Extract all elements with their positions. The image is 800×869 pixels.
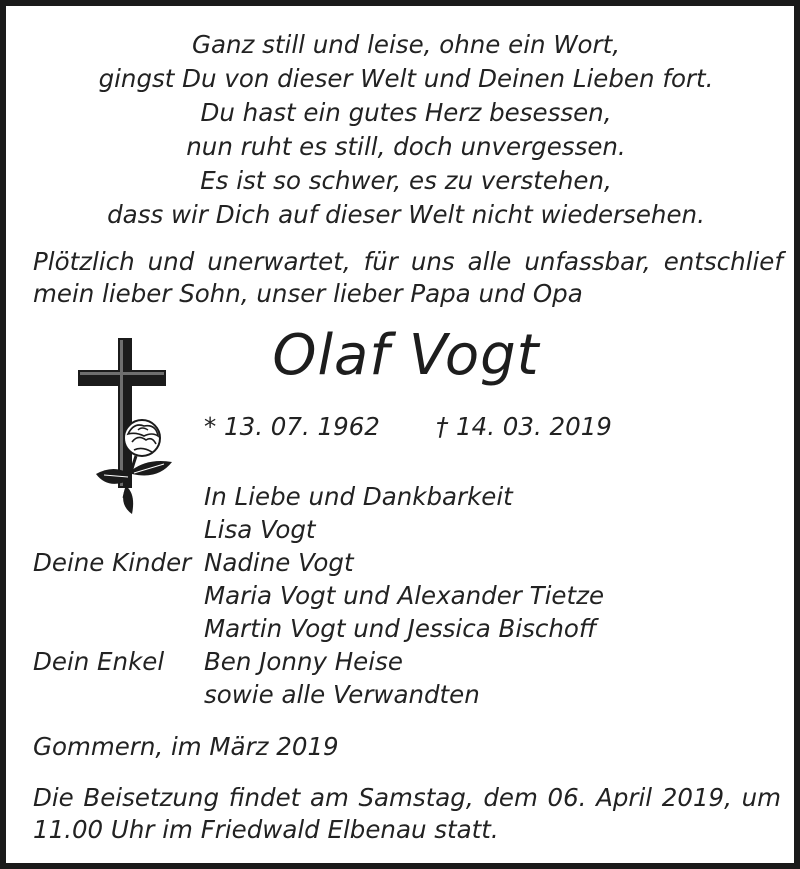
mourner-child: Nadine Vogt [204, 548, 354, 577]
funeral-line: Die Beisetzung findet am Samstag, dem 06. April 2019, um [33, 783, 781, 812]
funeral-line: 11.00 Uhr im Friedwald Elbenau statt. [33, 815, 499, 844]
memorial-poem [6, 28, 800, 232]
death-date: † 14. 03. 2019 [436, 412, 612, 441]
poem-line: Es ist so schwer, es zu verstehen, [200, 166, 612, 195]
mourner-grandchild: Ben Jonny Heise [204, 647, 403, 676]
mourner-child: Martin Vogt und Jessica Bischoff [204, 614, 597, 643]
rose-icon [96, 420, 172, 514]
poem-line: Du hast ein gutes Herz besessen, [200, 98, 612, 127]
poem-line: gingst Du von dieser Welt und Deinen Lieben fort. [98, 64, 714, 93]
poem-line: Ganz still und leise, ohne ein Wort, [191, 30, 621, 59]
deceased-name: Olaf Vogt [272, 323, 540, 388]
funeral-notice [33, 782, 781, 846]
birth-date: * 13. 07. 1962 [204, 412, 380, 441]
place-and-date: Gommern, im März 2019 [33, 732, 339, 761]
mourner-relatives: sowie alle Verwandten [204, 680, 480, 709]
announcement-line: mein lieber Sohn, unser lieber Papa und Opa [33, 279, 583, 308]
mourner-child: Maria Vogt und Alexander Tietze [204, 581, 605, 610]
poem-line: dass wir Dich auf dieser Welt nicht wiedersehen. [107, 200, 705, 229]
children-label: Deine Kinder [33, 548, 192, 577]
announcement-line: Plötzlich und unerwartet, für uns alle unfassbar, entschlief [33, 247, 783, 276]
mourners-heading: In Liebe und Dankbarkeit [204, 482, 513, 511]
grandchild-label: Dein Enkel [33, 647, 165, 676]
poem-line: nun ruht es still, doch unvergessen. [186, 132, 626, 161]
death-announcement [33, 246, 783, 310]
mourner-mother: Lisa Vogt [204, 515, 316, 544]
